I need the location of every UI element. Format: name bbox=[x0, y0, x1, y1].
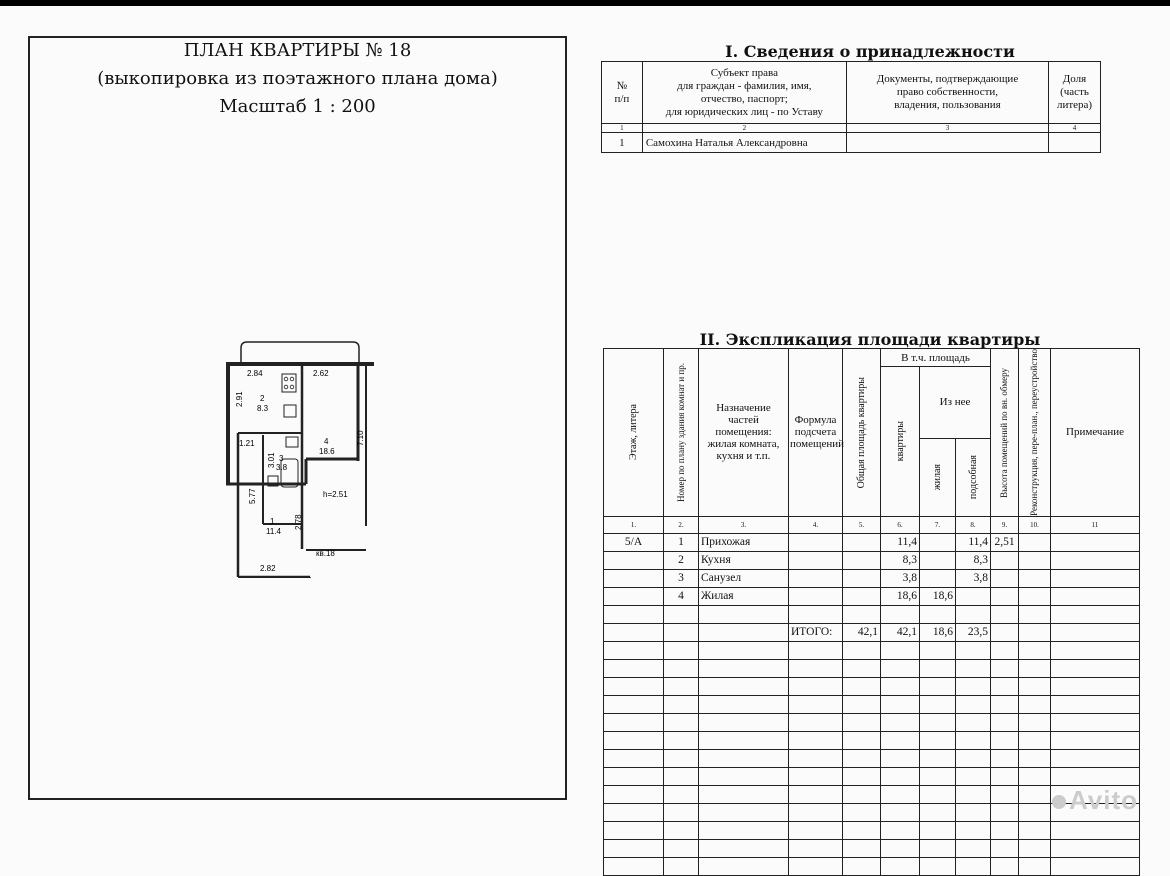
ownership-title: I. Сведения о принадлежности bbox=[725, 42, 1015, 61]
empty-row bbox=[604, 749, 1140, 767]
cell-floor bbox=[604, 551, 664, 569]
cell-note bbox=[1051, 551, 1140, 569]
dim-3-01: 3.01 bbox=[267, 452, 276, 468]
ownership-table bbox=[601, 61, 1101, 153]
dim-2-84: 2.84 bbox=[247, 369, 263, 378]
col-ofwhich-header: Из нее bbox=[920, 367, 991, 439]
apartment-label: кв.18 bbox=[316, 549, 335, 558]
explication-title: II. Экспликация площади квартиры bbox=[699, 330, 1041, 349]
cell-aux-area: 8,3 bbox=[956, 551, 991, 569]
cell-room-no: 1 bbox=[664, 533, 699, 551]
total-living-area: 18,6 bbox=[920, 623, 956, 641]
plan-subtitle: (выкопировка из поэтажного плана дома) bbox=[97, 68, 498, 89]
cell-recon bbox=[1019, 551, 1051, 569]
empty-row bbox=[604, 713, 1140, 731]
cell-room-name: Жилая bbox=[699, 587, 789, 605]
plan-scale: Масштаб 1 : 200 bbox=[219, 96, 376, 117]
cell-apt-area: 11,4 bbox=[881, 533, 920, 551]
empty-row bbox=[604, 731, 1140, 749]
cell-living-area bbox=[920, 533, 956, 551]
cell-room-name: Кухня bbox=[699, 551, 789, 569]
total-apt-area: 42,1 bbox=[881, 623, 920, 641]
empty-row bbox=[604, 767, 1140, 785]
col-docs-header: Документы, подтверждающие право собственности, владения, пользования bbox=[846, 62, 1048, 124]
owner-row-num: 1 bbox=[602, 133, 643, 153]
cell-aux-area: 3,8 bbox=[956, 569, 991, 587]
cell-room-no: 2 bbox=[664, 551, 699, 569]
cell-recon bbox=[1019, 533, 1051, 551]
col-purpose-header: Назначение частей помещения: жилая комната, кухня и т.п. bbox=[699, 349, 789, 517]
col-aux-header: подсобная bbox=[956, 438, 991, 516]
cell-floor bbox=[604, 587, 664, 605]
room-1-number: 1 bbox=[270, 517, 275, 526]
empty-row bbox=[604, 605, 1140, 623]
cell-height bbox=[991, 587, 1019, 605]
owner-docs bbox=[846, 133, 1048, 153]
col-num-header: № п/п bbox=[602, 62, 643, 124]
total-row bbox=[604, 623, 1140, 641]
cell-room-no: 4 bbox=[664, 587, 699, 605]
cell-total bbox=[843, 533, 881, 551]
ceiling-height: h=2.51 bbox=[323, 490, 348, 499]
cell-recon bbox=[1019, 569, 1051, 587]
dim-2-78: 2.78 bbox=[294, 514, 303, 530]
col-number: 1 bbox=[602, 124, 643, 133]
col-number: 7. bbox=[920, 516, 956, 533]
cell-total bbox=[843, 569, 881, 587]
col-number: 10. bbox=[1019, 516, 1051, 533]
room-1-area: 11.4 bbox=[266, 527, 281, 536]
col-number: 8. bbox=[956, 516, 991, 533]
cell-apt-area: 3,8 bbox=[881, 569, 920, 587]
col-total-header: Общая площадь квартиры bbox=[843, 349, 881, 517]
dim-7-10: 7.10 bbox=[356, 430, 365, 446]
total-area: 42,1 bbox=[843, 623, 881, 641]
table-row bbox=[604, 533, 1140, 551]
cell-total bbox=[843, 587, 881, 605]
col-apt-header: квартиры bbox=[881, 367, 920, 517]
dim-2-82: 2.82 bbox=[260, 564, 276, 573]
room-2-area: 8.3 bbox=[257, 404, 269, 413]
cell-height bbox=[991, 551, 1019, 569]
table-row bbox=[604, 569, 1140, 587]
room-3-area: 3.8 bbox=[276, 463, 288, 472]
avito-logo-icon bbox=[1052, 795, 1066, 809]
room-2-number: 2 bbox=[260, 394, 265, 403]
top-black-bar bbox=[0, 0, 1170, 6]
plan-title: ПЛАН КВАРТИРЫ № 18 bbox=[183, 40, 412, 61]
col-number: 6. bbox=[881, 516, 920, 533]
col-number: 4 bbox=[1049, 124, 1101, 133]
avito-watermark: Avito bbox=[1052, 785, 1138, 816]
empty-row bbox=[604, 821, 1140, 839]
cell-note bbox=[1051, 587, 1140, 605]
empty-rows bbox=[604, 641, 1140, 875]
cell-living-area bbox=[920, 551, 956, 569]
cell-formula bbox=[789, 569, 843, 587]
dim-1-21: 1.21 bbox=[239, 439, 255, 448]
cell-note bbox=[1051, 533, 1140, 551]
room-3-number: 3 bbox=[279, 454, 284, 463]
cell-aux-area bbox=[956, 587, 991, 605]
cell-recon bbox=[1019, 587, 1051, 605]
col-number: 2. bbox=[664, 516, 699, 533]
cell-formula bbox=[789, 551, 843, 569]
col-roomno-header: Номер по плану здания комнат и пр. bbox=[664, 349, 699, 517]
cell-apt-area: 8,3 bbox=[881, 551, 920, 569]
col-height-header: Высота помещений по вн. обмеру bbox=[991, 349, 1019, 517]
owner-share bbox=[1049, 133, 1101, 153]
dim-2-91: 2.91 bbox=[235, 391, 244, 407]
col-living-header: жилая bbox=[920, 438, 956, 516]
cell-room-name: Санузел bbox=[699, 569, 789, 587]
col-number: 1. bbox=[604, 516, 664, 533]
cell-floor: 5/А bbox=[604, 533, 664, 551]
table-row bbox=[604, 587, 1140, 605]
cell-living-area: 18,6 bbox=[920, 587, 956, 605]
col-note-header: Примечание bbox=[1051, 349, 1140, 517]
dim-2-62: 2.62 bbox=[313, 369, 329, 378]
floor-plan-drawing bbox=[210, 334, 390, 578]
cell-room-name: Прихожая bbox=[699, 533, 789, 551]
cell-total bbox=[843, 551, 881, 569]
empty-row bbox=[604, 677, 1140, 695]
cell-formula bbox=[789, 587, 843, 605]
col-number: 9. bbox=[991, 516, 1019, 533]
col-subject-header: Субъект права для граждан - фамилия, имя, отчество, паспорт; для юридических лиц - по Уставу bbox=[642, 62, 846, 124]
col-recon-header: Реконструкция, пере-план., переустройство bbox=[1019, 349, 1051, 517]
col-number: 2 bbox=[642, 124, 846, 133]
room-4-number: 4 bbox=[324, 437, 329, 446]
col-floor-header: Этаж, литера bbox=[604, 349, 664, 517]
col-number: 5. bbox=[843, 516, 881, 533]
col-incl-header: В т.ч. площадь bbox=[881, 349, 991, 367]
empty-row bbox=[604, 839, 1140, 857]
table-row bbox=[604, 551, 1140, 569]
empty-row bbox=[604, 857, 1140, 875]
col-number: 3 bbox=[846, 124, 1048, 133]
col-number: 4. bbox=[789, 516, 843, 533]
cell-formula bbox=[789, 533, 843, 551]
cell-aux-area: 11,4 bbox=[956, 533, 991, 551]
cell-room-no: 3 bbox=[664, 569, 699, 587]
dim-5-77: 5.77 bbox=[248, 488, 257, 504]
total-label: ИТОГО: bbox=[789, 623, 843, 641]
col-share-header: Доля (часть литера) bbox=[1049, 62, 1101, 124]
balcony-outline bbox=[241, 342, 359, 364]
cell-floor bbox=[604, 569, 664, 587]
col-number: 3. bbox=[699, 516, 789, 533]
floor-plan-page bbox=[28, 36, 567, 800]
cell-living-area bbox=[920, 569, 956, 587]
empty-row bbox=[604, 641, 1140, 659]
col-number: 11 bbox=[1051, 516, 1140, 533]
cell-apt-area: 18,6 bbox=[881, 587, 920, 605]
col-formula-header: Формула подсчета помещений bbox=[789, 349, 843, 517]
total-aux-area: 23,5 bbox=[956, 623, 991, 641]
cell-note bbox=[1051, 569, 1140, 587]
cell-height: 2,51 bbox=[991, 533, 1019, 551]
empty-row bbox=[604, 695, 1140, 713]
room-4-area: 18.6 bbox=[319, 447, 335, 456]
owner-name: Самохина Наталья Александровна bbox=[642, 133, 846, 153]
cell-height bbox=[991, 569, 1019, 587]
empty-row bbox=[604, 659, 1140, 677]
